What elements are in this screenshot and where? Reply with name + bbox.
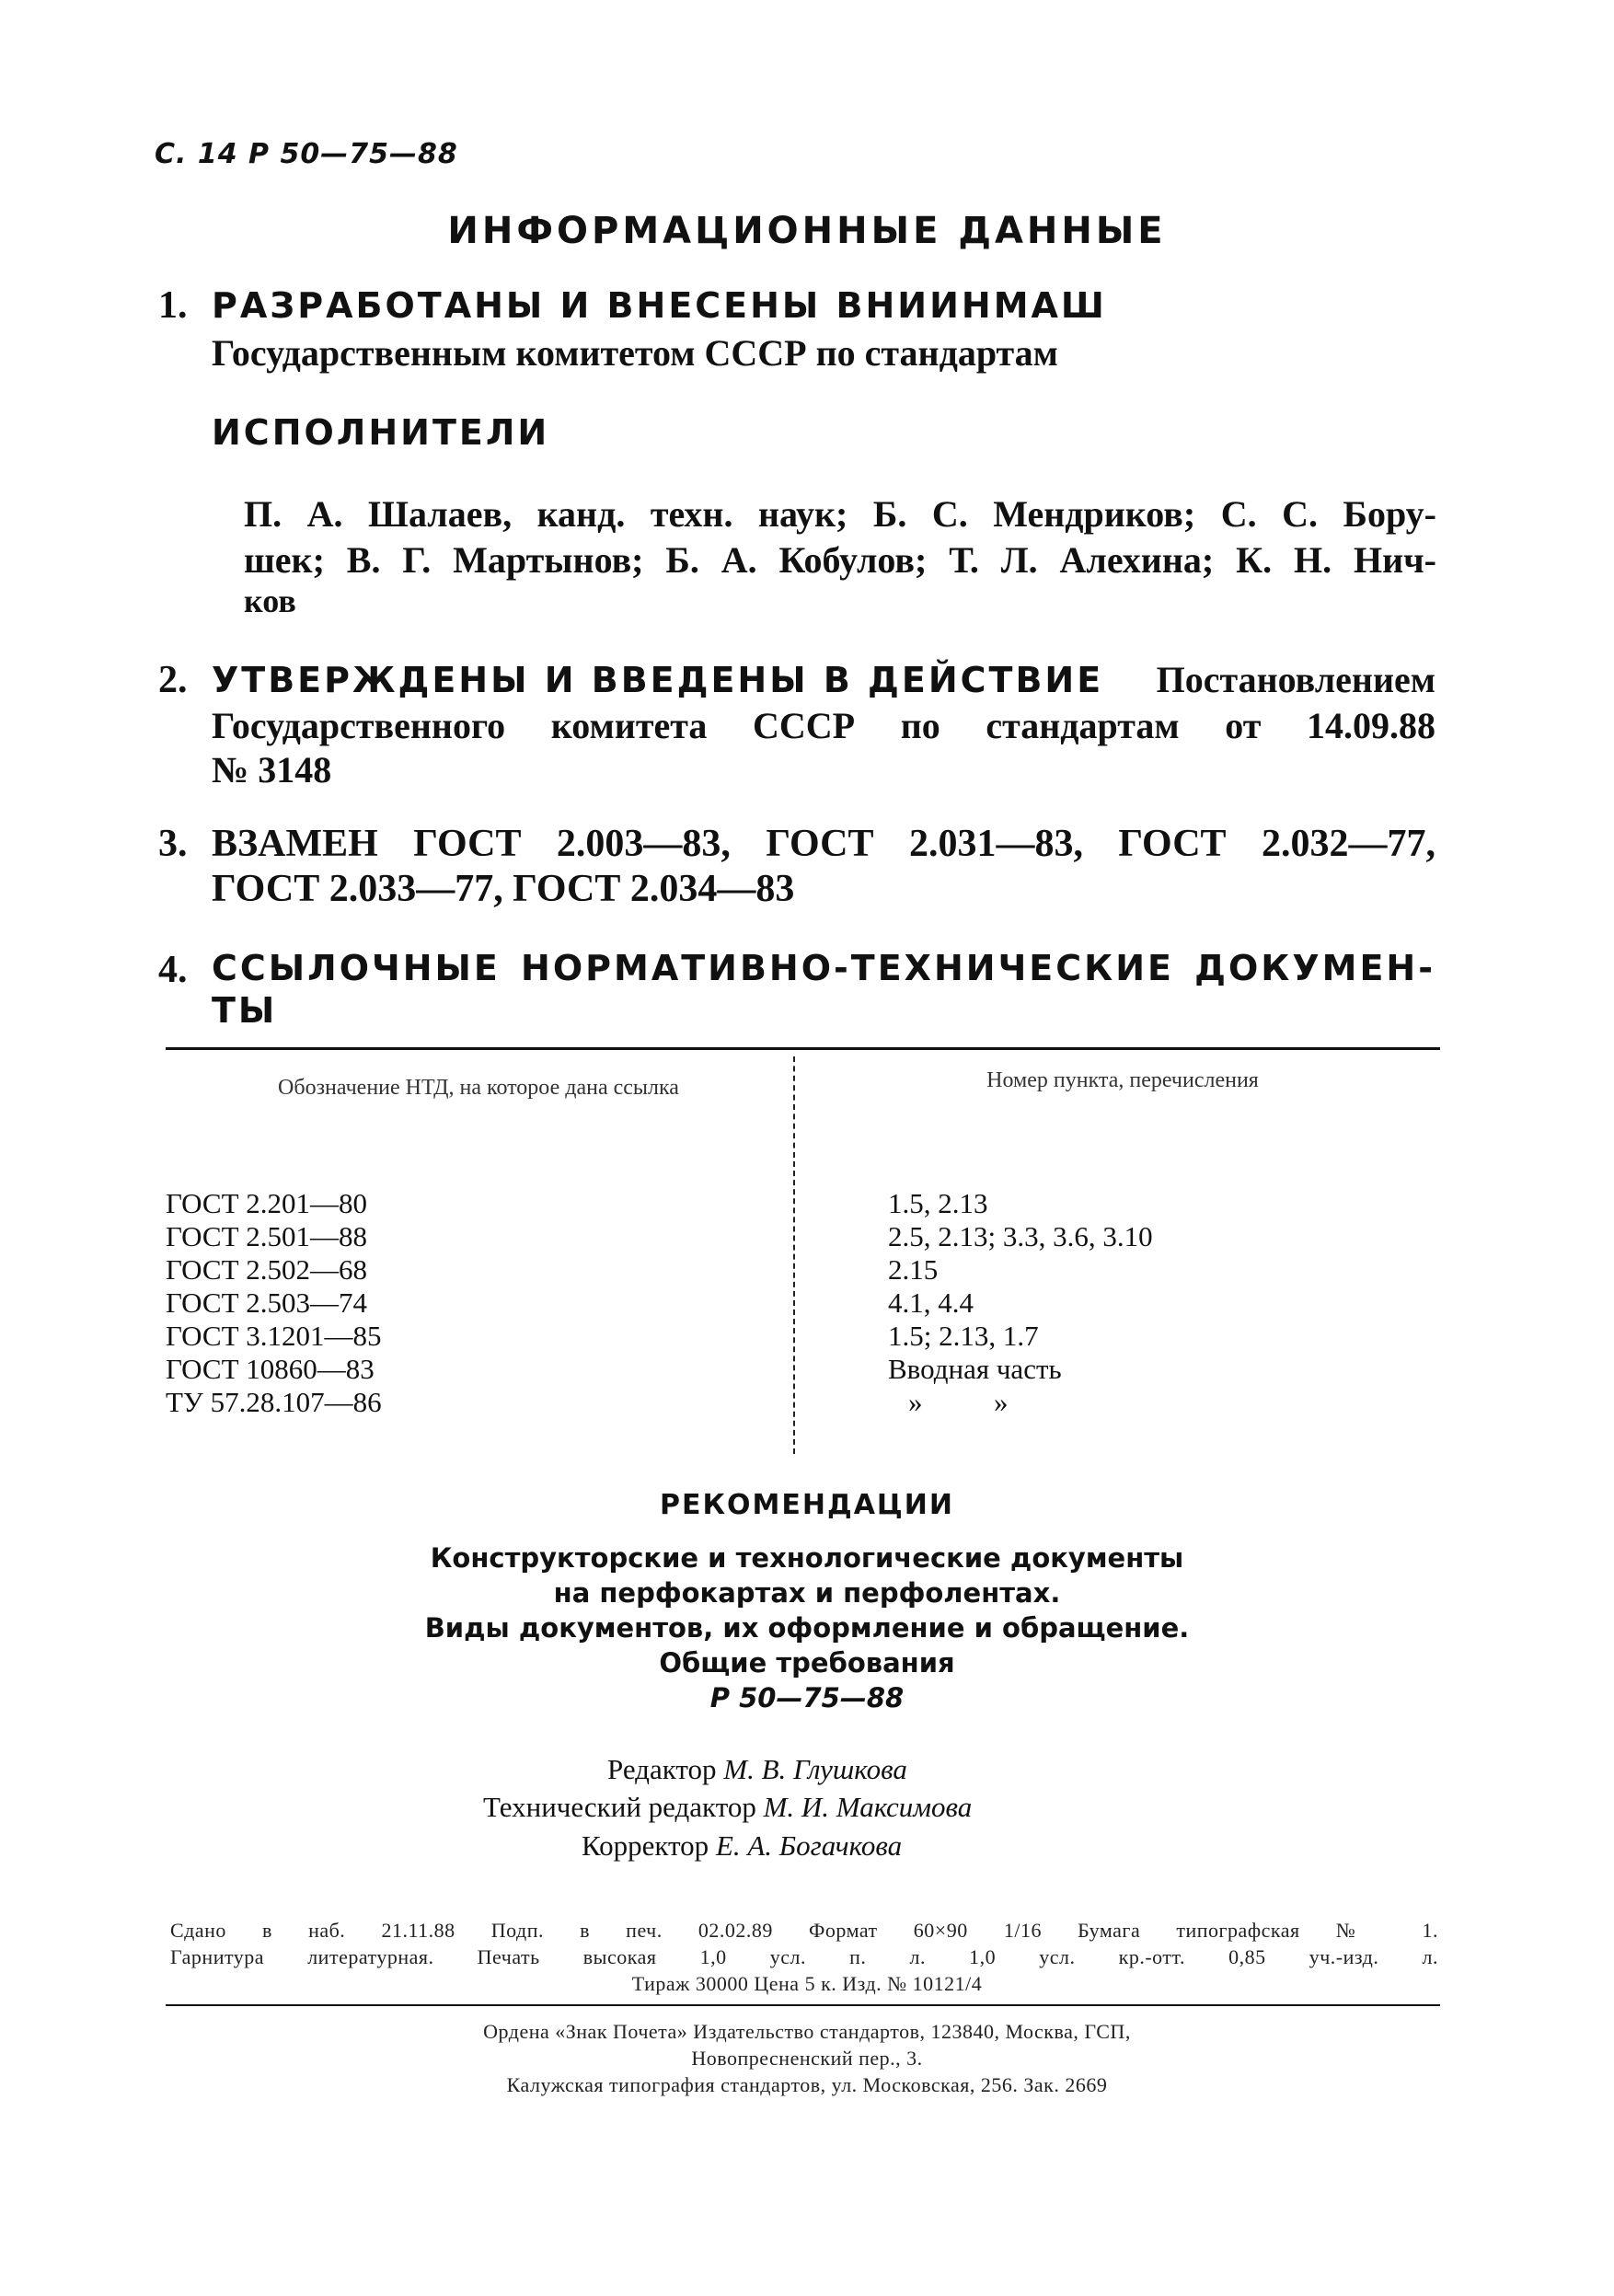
section-4-number: 4. <box>158 949 188 991</box>
table-cell-doc: ГОСТ 2.201—80 <box>166 1187 368 1219</box>
section-2-line-1 <box>212 658 1435 701</box>
section-1-number: 1. <box>158 284 188 327</box>
colophon-line: Новопресненский пер., 3. <box>691 2047 923 2070</box>
section-4-line-2: ТЫ <box>212 990 278 1031</box>
performers-heading: ИСПОЛНИТЕЛИ <box>212 412 550 453</box>
colophon-line: Калужская типография стандартов, ул. Московская, 256. Зак. 2669 <box>506 2073 1108 2096</box>
credit-role: Редактор <box>607 1753 717 1785</box>
table-cell-ref: Вводная часть <box>888 1353 1062 1385</box>
table-cell-ref: 2.15 <box>888 1253 939 1286</box>
table-cell-ref: 1.5; 2.13, 1.7 <box>888 1320 1039 1352</box>
colophon-line: Ордена «Знак Почета» Издательство стандартов, 123840, Москва, ГСП, <box>483 2020 1131 2043</box>
table-ref-column <box>888 1187 1153 1419</box>
table-cell-doc: ГОСТ 2.503—74 <box>166 1286 368 1319</box>
table-header-ref: Номер пункта, перечисления <box>986 1068 1259 1092</box>
section-2-line-3: № 3148 <box>212 749 332 790</box>
section-2-heading: УТВЕРЖДЕНЫ И ВВЕДЕНЫ В ДЕЙСТВИЕ <box>212 660 1104 700</box>
table-cell-doc: ГОСТ 2.501—88 <box>166 1220 368 1252</box>
table-cell-doc: ГОСТ 10860—83 <box>166 1353 375 1385</box>
credit-corrector <box>582 1829 902 1863</box>
section-3-line-2: ГОСТ 2.033—77, ГОСТ 2.034—83 <box>212 868 795 910</box>
table-header-doc: Обозначение НТД, на которое дана ссылка <box>278 1076 679 1100</box>
imprint-line-3: Тираж 30000 Цена 5 к. Изд. № 10121/4 <box>631 1972 983 1995</box>
recommendations-line: Конструкторские и технологические документы <box>430 1542 1184 1574</box>
performers-line-3: ков <box>244 583 296 619</box>
credit-editor <box>607 1753 907 1786</box>
recommendations-line: Общие требования <box>659 1647 955 1679</box>
credit-name: Е. А. Богачкова <box>715 1829 903 1862</box>
imprint-line-1: Сдано в наб. 21.11.88 Подп. в печ. 02.02.89 Формат 60×90 1/16 Бумага типографская № 1. <box>170 1919 1438 1942</box>
section-3-number: 3. <box>158 823 188 865</box>
recommendations-designation: Р 50—75—88 <box>709 1682 905 1713</box>
credit-role: Корректор <box>582 1829 709 1862</box>
table-cell-doc: ГОСТ 2.502—68 <box>166 1253 368 1286</box>
recommendations-line: Виды документов, их оформление и обращение. <box>424 1612 1190 1644</box>
section-1-text: Государственным комитетом СССР по стандартам <box>212 332 1058 374</box>
section-2-number: 2. <box>158 659 188 701</box>
section-4-line-1: ССЫЛОЧНЫЕ НОРМАТИВНО-ТЕХНИЧЕСКИЕ ДОКУМЕН- <box>212 948 1435 988</box>
section-2-line-2: Государственного комитета СССР по стандартам от 14.09.88 <box>212 705 1435 746</box>
imprint-rule <box>166 2004 1440 2006</box>
running-head: С. 14 Р 50—75—88 <box>155 138 458 170</box>
table-cell-ref: 4.1, 4.4 <box>888 1286 974 1319</box>
table-cell-doc: ГОСТ 3.1201—85 <box>166 1320 382 1352</box>
performers-line-1: П. А. Шалаев, канд. техн. наук; Б. С. Мендриков; С. С. Бору- <box>244 493 1436 535</box>
section-1-heading: РАЗРАБОТАНЫ И ВНЕСЕНЫ ВНИИНМАШ <box>212 285 1107 326</box>
credit-technical-editor <box>483 1791 972 1824</box>
credit-name: М. В. Глушкова <box>723 1753 907 1785</box>
table-cell-ref: 2.5, 2.13; 3.3, 3.6, 3.10 <box>888 1220 1153 1252</box>
table-doc-column <box>166 1187 382 1419</box>
section-2-heading-tail: Постановлением <box>1156 659 1435 700</box>
page-title: ИНФОРМАЦИОННЫЕ ДАННЫЕ <box>447 210 1167 252</box>
table-top-rule <box>166 1047 1440 1050</box>
section-3-line-1: ВЗАМЕН ГОСТ 2.003—83, ГОСТ 2.031—83, ГОСТ 2.032—77, <box>212 823 1435 865</box>
performers-line-2: шек; В. Г. Мартынов; Б. А. Кобулов; Т. Л. Алехина; К. Н. Нич- <box>244 539 1436 581</box>
table-cell-doc: ТУ 57.28.107—86 <box>166 1386 382 1418</box>
table-body-divider <box>793 1161 795 1454</box>
table-cell-ref: » » <box>908 1386 1009 1418</box>
recommendations-line: на перфокартах и перфолентах. <box>553 1577 1061 1609</box>
recommendations-heading: РЕКОМЕНДАЦИИ <box>660 1489 954 1521</box>
imprint-line-2: Гарнитура литературная. Печать высокая 1,0 усл. п. л. 1,0 усл. кр.-отт. 0,85 уч.-изд. л. <box>170 1945 1438 1968</box>
credit-name: М. И. Максимова <box>763 1791 973 1823</box>
table-header-divider <box>793 1056 795 1158</box>
credit-role: Технический редактор <box>483 1791 756 1823</box>
table-cell-ref: 1.5, 2.13 <box>888 1187 988 1219</box>
